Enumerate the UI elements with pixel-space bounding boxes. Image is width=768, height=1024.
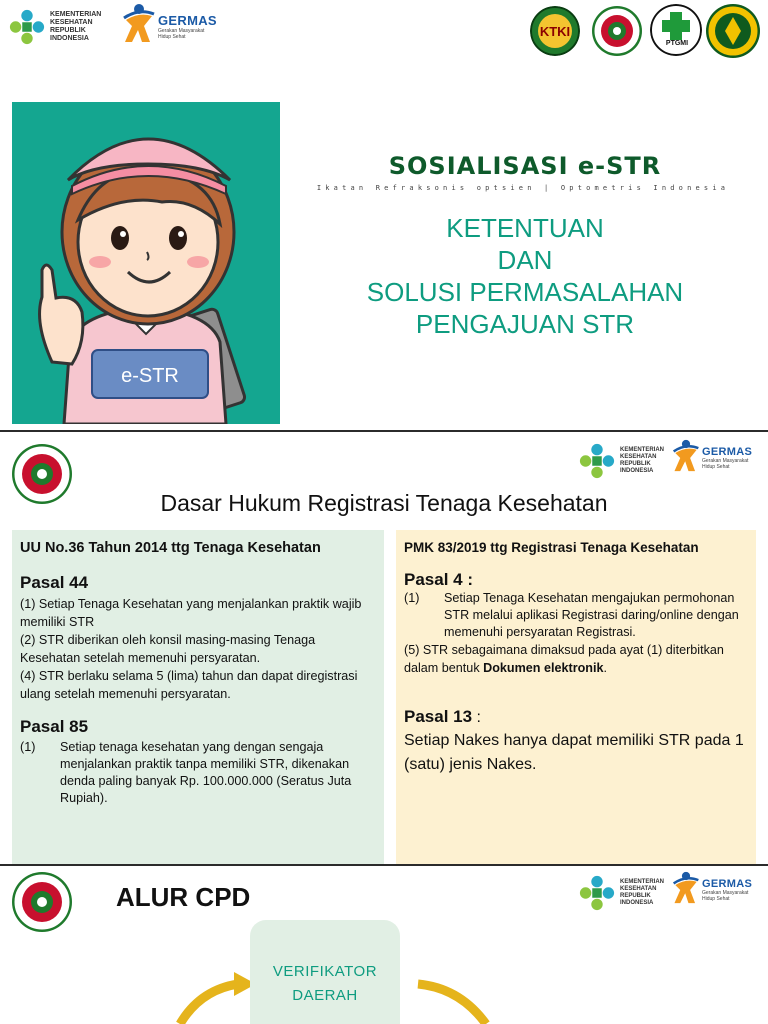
- pasal-44-heading: Pasal 44: [20, 573, 89, 592]
- slide-3: [0, 868, 768, 1024]
- pasal-4-heading: Pasal 4 :: [404, 570, 473, 589]
- germas-subtitle: Gerakan Masyarakat Hidup Sehat: [702, 890, 749, 902]
- germas-figure-icon: [672, 438, 700, 478]
- svg-text:KTKI: KTKI: [539, 24, 571, 39]
- germas-name: GERMAS: [158, 12, 217, 28]
- ktki-logo-icon: [530, 6, 580, 56]
- germas-figure-icon: [122, 2, 156, 50]
- uu-36-box: [12, 530, 384, 864]
- germas-figure-icon: [672, 870, 700, 910]
- nurse-illustration: [12, 102, 280, 424]
- ptgmi-label: PTGMI: [665, 40, 689, 47]
- pasal-44-item-4: (4) STR berlaku selama 5 (lima) tahun dan dapat diregistrasi ulang setelah memenuhi persyaratan.: [20, 669, 358, 701]
- pmk-83-box: [396, 530, 756, 864]
- germas-name: GERMAS: [702, 878, 753, 890]
- slide-title: ALUR CPD: [116, 882, 251, 912]
- pasal-44-item-2: (2) STR diberikan oleh konsil masing-masing Tenaga Kesehatan setelah memenuhi persyaratan.: [20, 633, 316, 665]
- law-title: UU No.36 Tahun 2014 ttg Tenaga Kesehatan: [20, 540, 321, 556]
- organization-subtitle: Ikatan Refraksonis optsien | Optometris Indonesia: [316, 184, 730, 192]
- verif-line-2: DAERAH: [292, 987, 358, 1004]
- pasal-4-item-5: (5) STR sebagaimana dimaksud pada ayat (1) diterbitkan dalam bentuk Dokumen elektronik.: [404, 643, 724, 675]
- title-line-4: PENGAJUAN STR: [415, 309, 635, 339]
- pasal-85-item-1: (1) Setiap tenaga kesehatan yang dengan sengaja menjalankan praktik tanpa memiliki STR, dikenakan denda paling banyak Rp. 100.000.000 (Seratus Juta Rupiah).: [20, 740, 352, 805]
- law-title: PMK 83/2019 ttg Registrasi Tenaga Kesehatan: [404, 540, 699, 555]
- slide-title: Dasar Hukum Registrasi Tenaga Kesehatan: [160, 490, 608, 516]
- kemenkes-mark-icon: [578, 442, 616, 480]
- germas-logo: [672, 870, 752, 910]
- pasal-13-text: Setiap Nakes hanya dapat memiliki STR pada 1 (satu) jenis Nakes.: [404, 732, 744, 773]
- kemenkes-logo: [578, 442, 672, 480]
- kemenkes-mark-icon: [578, 874, 616, 912]
- kemenkes-text: KEMENTERIAN KESEHATAN REPUBLIK INDONESIA: [50, 11, 102, 42]
- university-logo-icon: [706, 4, 760, 58]
- slide-2: [0, 434, 768, 866]
- title-line-1: KETENTUAN: [446, 213, 604, 243]
- iropin-logo-icon: [592, 6, 642, 56]
- kemenkes-text: KEMENTERIAN KESEHATAN REPUBLIK INDONESIA: [620, 447, 665, 474]
- kemenkes-logo: [8, 8, 120, 46]
- pasal-13-heading: Pasal 13 :: [404, 707, 481, 726]
- sosialisasi-title: SOSIALISASI e-STR: [388, 152, 662, 180]
- iropin-logo-icon: [12, 872, 72, 932]
- kemenkes-logo: [578, 874, 672, 912]
- verif-line-1: VERIFIKATOR: [272, 963, 378, 980]
- pasal-85-heading: Pasal 85: [20, 717, 89, 736]
- slide-1: [0, 0, 768, 432]
- kemenkes-mark-icon: [8, 8, 46, 46]
- pasal-44-item-1: (1) Setiap Tenaga Kesehatan yang menjalankan praktik wajib memiliki STR: [20, 597, 362, 629]
- germas-logo: [122, 2, 218, 50]
- germas-subtitle: Gerakan Masyarakat Hidup Sehat: [702, 458, 749, 470]
- nurse-cartoon-icon: [12, 102, 280, 424]
- pasal-4-item-1: (1) Setiap Tenaga Kesehatan mengajukan permohonan STR melalui aplikasi Registrasi daring/online dengan memenuhi persyaratan Registrasi.: [404, 591, 739, 639]
- title-line-3: SOLUSI PERMASALAHAN: [366, 277, 684, 307]
- verifikator-daerah-box: [250, 920, 400, 1024]
- ptgmi-logo-icon: [650, 4, 702, 56]
- germas-subtitle: Gerakan Masyarakat Hidup Sehat: [158, 27, 205, 40]
- germas-logo: [672, 438, 752, 478]
- germas-name: GERMAS: [702, 446, 753, 458]
- svg-text:e-STR: e-STR: [121, 365, 179, 387]
- kemenkes-text: KEMENTERIAN KESEHATAN REPUBLIK INDONESIA: [620, 879, 665, 906]
- main-title: [290, 212, 760, 340]
- title-line-2: DAN: [497, 245, 553, 275]
